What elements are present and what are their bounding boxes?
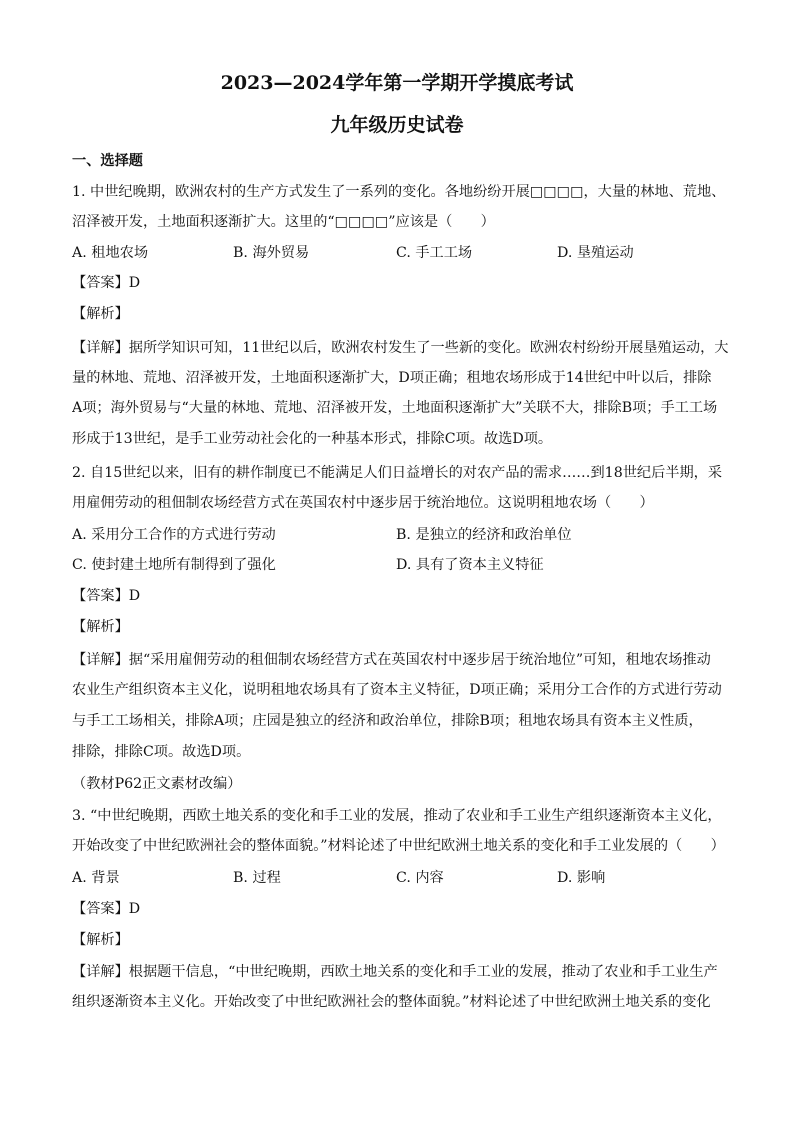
q2-stem-line-2: 用雇佣劳动的租佃制农场经营方式在英国农村中逐步居于统治地位。这说明租地农场（ ） xyxy=(72,495,654,511)
q2-detail-line-4: 排除，排除C项。故选D项。 xyxy=(72,744,251,760)
q1-answer: 【答案】D xyxy=(72,275,141,291)
source-note: （教材P62正文素材改编） xyxy=(72,776,242,792)
q3-stem-line-2: 开始改变了中世纪欧洲社会的整体面貌。”材料论述了中世纪欧洲土地关系的变化和手工业发展的（ ） xyxy=(72,838,725,854)
q2-answer: 【答案】D xyxy=(72,588,141,604)
q3-option-d: D. 影响 xyxy=(557,870,606,886)
q3-stem-line-1: 3. “中世纪晚期，西欧土地关系的变化和手工业的发展，推动了农业和手工业生产组织逐渐资本主义化， xyxy=(72,808,722,824)
q3-detail-line-2: 组织逐渐资本主义化。开始改变了中世纪欧洲社会的整体面貌。”材料论述了中世纪欧洲土地关系的变化 xyxy=(72,994,711,1010)
q1-detail-line-2: 量的林地、荒地、沼泽被开发，土地面积逐渐扩大，D项正确；租地农场形成于14世纪中叶以后，排除 xyxy=(72,370,712,386)
q2-detail-line-1: 【详解】据“采用雇佣劳动的租佃制农场经营方式在英国农村中逐步居于统治地位”可知，租地农场推动 xyxy=(72,652,711,668)
q1-option-d: D. 垦殖运动 xyxy=(557,245,634,261)
exam-subtitle: 九年级历史试卷 xyxy=(330,114,464,136)
q3-detail-line-1: 【详解】根据题干信息，“中世纪晚期，西欧土地关系的变化和手工业的发展，推动了农业和手工业生产 xyxy=(72,964,718,980)
q2-detail-line-2: 农业生产组织资本主义化，说明租地农场具有了资本主义特征，D项正确；采用分工合作的方式进行劳动 xyxy=(72,682,722,698)
q2-option-c: C. 使封建土地所有制得到了强化 xyxy=(72,557,276,573)
q1-option-c: C. 手工工场 xyxy=(396,245,473,261)
q1-stem-line-2: 沼泽被开发，土地面积逐渐扩大。这里的“□□□□”应该是（ ） xyxy=(72,214,495,230)
q1-stem-line-1: 1. 中世纪晚期，欧洲农村的生产方式发生了一系列的变化。各地纷纷开展□□□□，大量的林地、荒地、 xyxy=(72,184,726,200)
q2-stem-line-1: 2. 自15世纪以来，旧有的耕作制度已不能满足人们日益增长的对农产品的需求……到18世纪后半期，采 xyxy=(72,465,723,481)
q3-analysis-label: 【解析】 xyxy=(72,932,129,948)
q2-detail-line-3: 与手工工场相关，排除A项；庄园是独立的经济和政治单位，排除B项；租地农场具有资本主义性质， xyxy=(72,713,703,729)
section-heading: 一、选择题 xyxy=(72,153,143,169)
q2-analysis-label: 【解析】 xyxy=(72,619,129,635)
q3-option-a: A. 背景 xyxy=(72,870,120,886)
q1-detail-line-1: 【详解】据所学知识可知，11世纪以后，欧洲农村发生了一些新的变化。欧洲农村纷纷开展垦殖运动，大 xyxy=(72,340,729,356)
q3-option-b: B. 过程 xyxy=(233,870,281,886)
q3-option-c: C. 内容 xyxy=(396,870,444,886)
q1-detail-line-4: 形成于13世纪，是手工业劳动社会化的一种基本形式，排除C项。故选D项。 xyxy=(72,431,553,447)
q2-option-b: B. 是独立的经济和政治单位 xyxy=(396,527,572,543)
q1-option-b: B. 海外贸易 xyxy=(233,245,310,261)
q2-option-a: A. 采用分工合作的方式进行劳动 xyxy=(72,527,276,543)
q1-option-a: A. 租地农场 xyxy=(72,245,149,261)
q1-analysis-label: 【解析】 xyxy=(72,306,129,322)
q2-option-d: D. 具有了资本主义特征 xyxy=(396,557,544,573)
q1-detail-line-3: A项；海外贸易与“大量的林地、荒地、沼泽被开发，土地面积逐渐扩大”关联不大，排除B项；手工工场 xyxy=(72,400,718,416)
q3-answer: 【答案】D xyxy=(72,901,141,917)
exam-title: 2023—2024学年第一学期开学摸底考试 xyxy=(220,72,574,94)
